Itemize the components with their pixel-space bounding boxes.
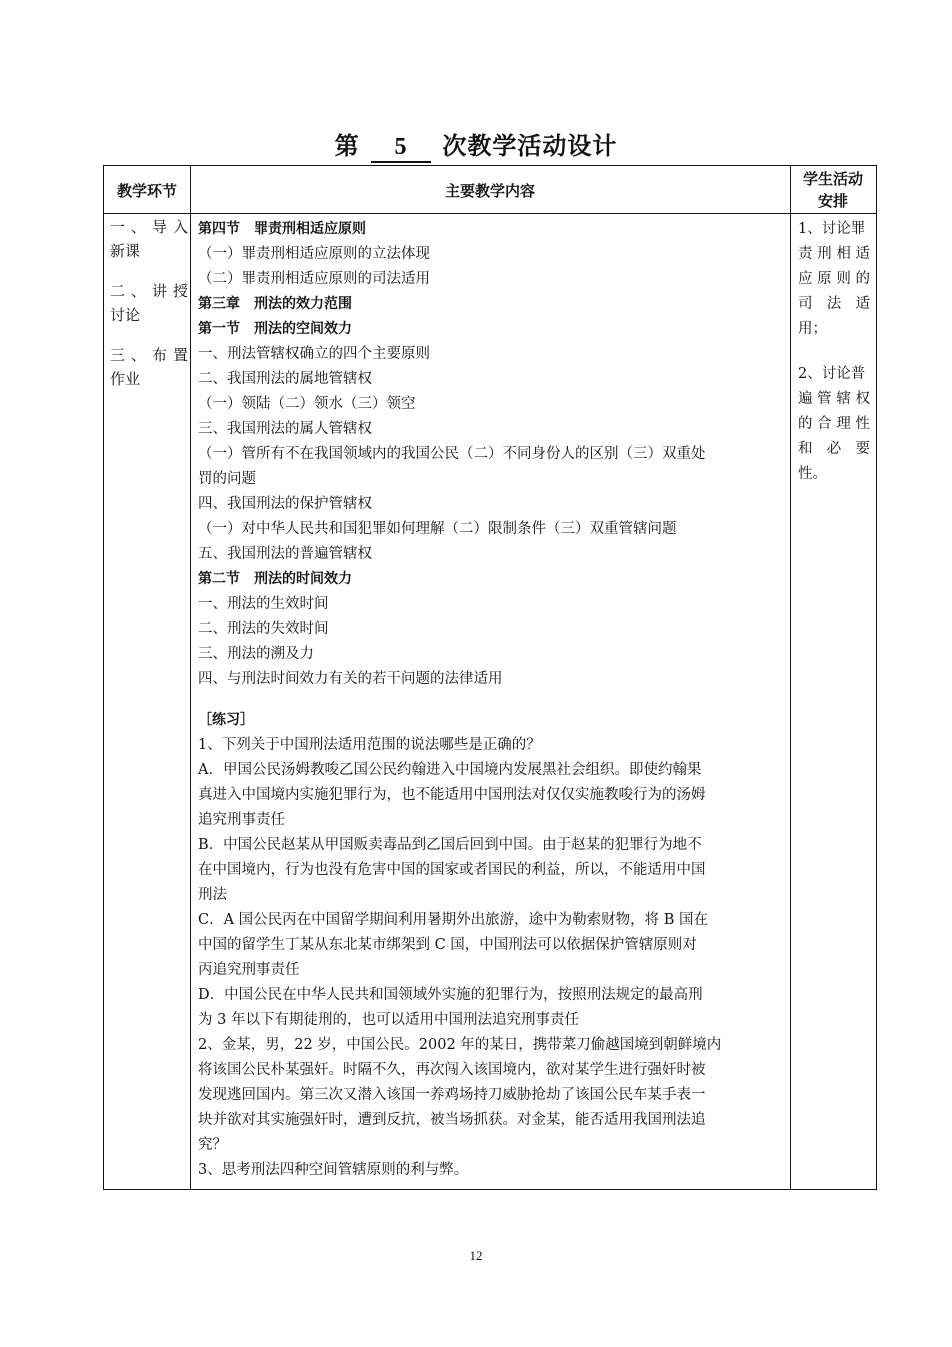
content-line: 三、我国刑法的属人管辖权 [198,421,372,437]
stage-line: 讨论 [110,306,141,324]
content-line: （一）管所有不在我国领域内的我国公民（二）不同身份人的区别（三）双重处 [198,446,706,462]
content-line: 2、金某，男，22 岁，中国公民。2002 年的某日，携带菜刀偷越国境到朝鲜境内 [198,1037,722,1053]
activity-line: 2、讨论普 [798,366,866,382]
main-content-column [198,217,784,1183]
chapter-heading: 第三章 刑法的效力范围 [198,296,352,312]
content-line: 块并欲对其实施强奸时，遭到反抗，被当场抓获。对金某，能否适用我国刑法追 [198,1112,706,1128]
content-line: 刑法 [198,887,227,903]
content-line: 丙追究刑事责任 [198,962,300,978]
header-divider [104,213,876,214]
content-line: 二、我国刑法的属地管辖权 [198,371,372,387]
content-line: （一）罪责刑相适应原则的立法体现 [198,246,430,262]
activity-line: 责刑相适 [798,246,870,262]
content-line: 发现逃回国内。第三次又潜入该国一养鸡场持刀威胁抢劫了该国公民车某手表一 [198,1087,706,1103]
section-heading: 第一节 刑法的空间效力 [198,321,352,337]
content-line: 为 3 年以下有期徒刑的，也可以适用中国刑法追究刑事责任 [198,1012,579,1028]
column-divider [790,166,791,1189]
activity-line: 1、讨论罪 [798,221,866,237]
stage-line: 新课 [110,242,141,260]
activity-line: 司 法 适 [798,296,870,312]
content-line: 3、思考刑法四种空间管辖原则的利与弊。 [198,1162,469,1178]
teaching-stage-column [110,215,188,391]
content-line: 四、我国刑法的保护管辖权 [198,496,372,512]
content-line: 追究刑事责任 [198,812,285,828]
content-line: 三、刑法的溯及力 [198,646,314,662]
section-heading: 第二节 刑法的时间效力 [198,571,352,587]
content-line: D．中国公民在中华人民共和国领域外实施的犯罪行为，按照刑法规定的最高刑 [198,987,703,1003]
stage-line: 二、讲授 [110,282,188,300]
activity-line: 和 必 要 [798,441,870,457]
content-line: 四、与刑法时间效力有关的若干问题的法律适用 [198,671,503,687]
exercise-heading: ［练习］ [198,712,254,728]
section-heading: 第四节 罪责刑相适应原则 [198,221,366,237]
activity-line: 用； [798,321,827,337]
header-student-activity [790,168,876,212]
stage-line: 一、导入 [110,218,188,236]
content-line: 一、刑法管辖权确立的四个主要原则 [198,346,430,362]
content-line: 在中国境内，行为也没有危害中国的国家或者国民的利益，所以，不能适用中国 [198,862,706,878]
header-main-content: 主要教学内容 [444,182,535,200]
activity-line: 性。 [798,466,827,482]
header-student-activity-line2: 安排 [817,192,848,210]
content-line: 将该国公民朴某强奸。时隔不久，再次闯入该国境内，欲对某学生进行强奸时被 [198,1062,706,1078]
stage-line: 三、布置 [110,346,188,364]
content-line: 1、下列关于中国刑法适用范围的说法哪些是正确的？ [198,737,541,753]
content-line: （一）领陆（二）领水（三）领空 [198,396,416,412]
activity-line: 遍管辖权 [798,391,870,407]
column-divider [190,166,191,1189]
title-suffix: 次教学活动设计 [442,132,618,160]
content-line: 五、我国刑法的普遍管辖权 [198,546,372,562]
content-line: C．A 国公民丙在中国留学期间利用暑期外出旅游，途中为勒索财物，将 B 国在 [198,912,709,928]
title-prefix: 第 [334,132,360,160]
content-line: B．中国公民赵某从甲国贩卖毒品到乙国后回到中国。由于赵某的犯罪行为地不 [198,837,702,853]
header-student-activity-line1: 学生活动 [802,170,863,188]
content-line: 罚的问题 [198,471,256,487]
page-title [0,126,952,163]
activity-line: 应原则的 [798,271,870,287]
content-line: A．甲国公民汤姆教唆乙国公民约翰进入中国境内发展黑社会组织。即使约翰果 [198,762,702,778]
content-line: （一）对中华人民共和国犯罪如何理解（二）限制条件（三）双重管辖问题 [198,521,677,537]
content-line: 中国的留学生丁某从东北某市绑架到 C 国，中国刑法可以依据保护管辖原则对 [198,937,697,953]
page-number: 12 [469,1248,483,1263]
header-teaching-stage: 教学环节 [116,182,177,200]
activity-line: 的合理性 [798,416,870,432]
content-line: （二）罪责刑相适应原则的司法适用 [198,271,430,287]
content-line: 二、刑法的失效时间 [198,621,329,637]
content-line: 真进入中国境内实施犯罪行为，也不能适用中国刑法对仅仅实施教唆行为的汤姆 [198,787,706,803]
content-line: 究？ [198,1137,227,1153]
title-number: 5 [371,134,431,163]
stage-line: 作业 [110,370,141,388]
content-line: 一、刑法的生效时间 [198,596,329,612]
student-activity-column [798,217,870,487]
